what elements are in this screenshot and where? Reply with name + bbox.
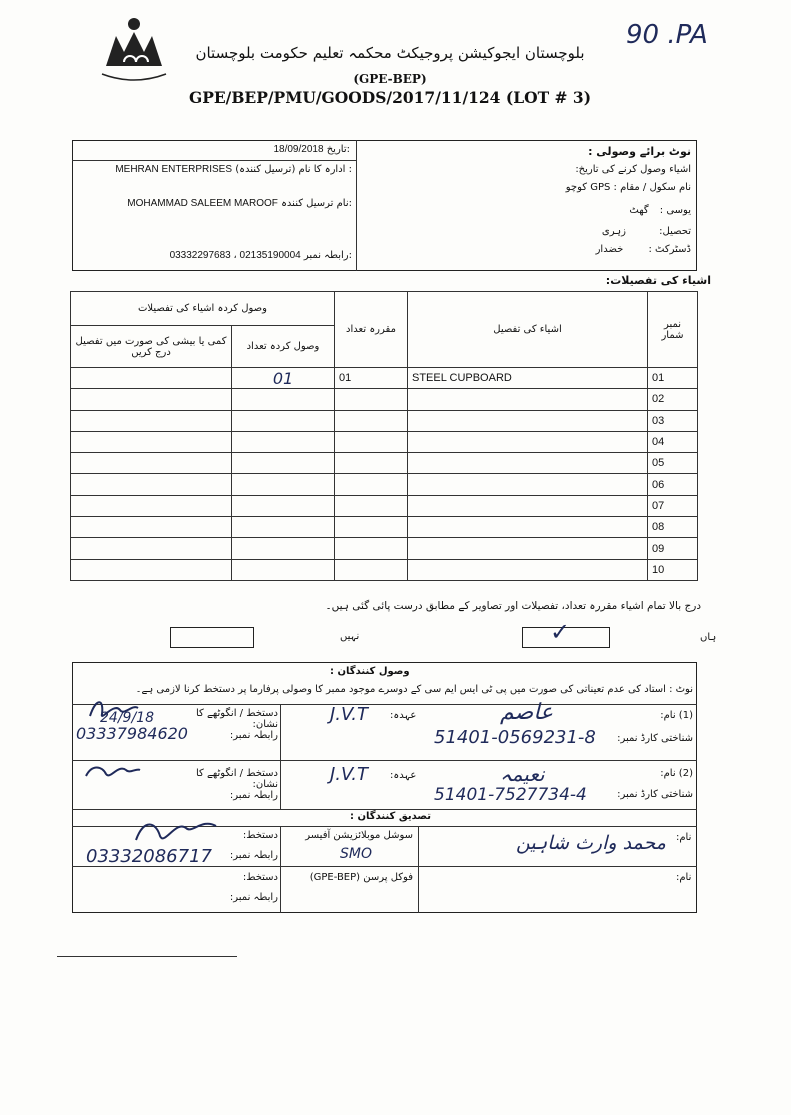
col-received-group: وصول کردہ اشیاء کی تفصیلات xyxy=(71,292,335,326)
receive-date-label: اشیاء وصول کرنے کی تاریخ: xyxy=(575,164,691,175)
table-row xyxy=(71,389,698,410)
cell-quantity xyxy=(335,453,408,474)
table-row xyxy=(71,431,698,452)
org-code: (GPE-BEP) xyxy=(353,72,427,86)
reference-number: GPE/BEP/PMU/GOODS/2017/11/124 (LOT # 3) xyxy=(188,88,592,107)
cell-description xyxy=(408,410,648,431)
sender-value: MOHAMMAD SALEEM MAROOF xyxy=(127,198,278,209)
district-value: خضدار xyxy=(595,244,624,255)
cell-received: 01 xyxy=(232,368,335,389)
p2-sign-label: دستخط / انگوٹھے کا نشان: xyxy=(195,768,278,790)
footnote-rule xyxy=(57,956,237,957)
cell-description xyxy=(408,453,648,474)
p1-sign-label: دستخط / انگوٹھے کا نشان: xyxy=(195,708,278,730)
cell-received xyxy=(232,538,335,559)
school-value: GPS کوچو xyxy=(565,182,611,193)
receivers-title: وصول کنندگان : xyxy=(330,666,410,677)
items-table xyxy=(70,291,698,581)
cell-description xyxy=(408,389,648,410)
cell-received xyxy=(232,410,335,431)
cell-description xyxy=(408,538,648,559)
p2-role-label: عہدہ: xyxy=(390,770,417,781)
cell-received xyxy=(232,389,335,410)
urdu-title: بلوچستان ایجوکیشن پروجیکٹ محکمہ تعلیم حکومت بلوچستان xyxy=(195,44,585,62)
v1-name-value: محمد وارث شاہین xyxy=(515,832,666,854)
cell-quantity xyxy=(335,517,408,538)
cell-serial: 08 xyxy=(648,517,698,538)
cell-description xyxy=(408,559,648,580)
cell-description: STEEL CUPBOARD xyxy=(408,368,648,389)
yes-checkmark: ✓ xyxy=(550,618,571,646)
cell-remarks xyxy=(71,453,232,474)
cell-quantity xyxy=(335,410,408,431)
cell-received xyxy=(232,517,335,538)
v2-role: فوکل پرسن (GPE-BEP) xyxy=(309,872,413,883)
cell-received xyxy=(232,495,335,516)
cell-quantity: 01 xyxy=(335,368,408,389)
cell-remarks xyxy=(71,389,232,410)
sender-row xyxy=(76,198,352,209)
p1-name-value: عاصم xyxy=(500,700,554,725)
table-row xyxy=(71,453,698,474)
cell-remarks xyxy=(71,517,232,538)
receivers-note: نوٹ : استاد کی عدم تعیناتی کی صورت میں پی ٹی ایس ایم سی کے دوسرے موجود ممبر کا وصولی پرفارما پر دستخط کرنا لازمی ہے۔ xyxy=(135,684,693,695)
p1-contact-label: رابطہ نمبر: xyxy=(229,730,278,741)
date-label: تاریخ: xyxy=(326,144,350,155)
table-row xyxy=(71,538,698,559)
cell-received xyxy=(232,453,335,474)
school-label: نام سکول / مقام : xyxy=(613,182,691,193)
school-row xyxy=(566,182,691,193)
org-value: MEHRAN ENTERPRISES xyxy=(115,164,233,175)
cell-serial: 09 xyxy=(648,538,698,559)
p2-cnic-label: شناختی کارڈ نمبر: xyxy=(617,789,693,800)
sender-label: نام ترسیل کنندہ: xyxy=(281,198,352,209)
contact-row xyxy=(76,250,352,261)
p2-role-value: J.V.T xyxy=(330,764,368,785)
receipt-title: نوٹ برائے وصولی : xyxy=(588,145,691,158)
cell-remarks xyxy=(71,474,232,495)
table-row xyxy=(71,517,698,538)
table-row xyxy=(71,495,698,516)
cell-remarks xyxy=(71,368,232,389)
cell-serial: 02 xyxy=(648,389,698,410)
date-row xyxy=(200,144,350,155)
v1-name-label: نام: xyxy=(676,832,692,843)
tehsil-label: تحصیل: xyxy=(659,226,691,237)
uc-value: گھٹ xyxy=(629,205,649,216)
no-label: نہیں xyxy=(340,631,360,642)
cell-remarks xyxy=(71,431,232,452)
contact-label: رابطہ نمبر: xyxy=(303,250,352,261)
v2-sign-label: دستخط: xyxy=(242,872,278,883)
cell-received xyxy=(232,431,335,452)
col-received-qty: وصول کردہ تعداد xyxy=(232,326,335,368)
uc-row xyxy=(629,205,691,216)
p1-cnic-label: شناختی کارڈ نمبر: xyxy=(617,733,693,744)
table-row xyxy=(71,559,698,580)
confirmation-statement: درج بالا تمام اشیاء مقررہ تعداد، تفصیلات اور تصاویر کے مطابق درست پائی گئی ہیں۔ xyxy=(325,600,701,612)
v1-contact-value: 03332086717 xyxy=(86,846,212,867)
cell-quantity xyxy=(335,559,408,580)
district-row xyxy=(596,244,691,255)
cell-description xyxy=(408,517,648,538)
cell-serial: 01 xyxy=(648,368,698,389)
cell-description xyxy=(408,431,648,452)
org-row xyxy=(76,164,352,175)
district-label: ڈسٹرکٹ : xyxy=(648,244,691,255)
cell-remarks xyxy=(71,559,232,580)
logo xyxy=(94,14,174,86)
v2-name-label: نام: xyxy=(676,872,692,883)
cell-received xyxy=(232,474,335,495)
cell-serial: 05 xyxy=(648,453,698,474)
verifiers-title: تصدیق کنندگان : xyxy=(350,811,431,822)
cell-remarks xyxy=(71,538,232,559)
cell-serial: 04 xyxy=(648,431,698,452)
cell-quantity xyxy=(335,495,408,516)
table-row xyxy=(71,474,698,495)
cell-serial: 03 xyxy=(648,410,698,431)
p1-sign-date: 24/9/18 xyxy=(100,710,154,726)
p1-role-label: عہدہ: xyxy=(390,710,417,721)
cell-description xyxy=(408,495,648,516)
v1-contact-label: رابطہ نمبر: xyxy=(229,850,278,861)
uc-label: یوسی : xyxy=(659,205,691,216)
v1-role-hand: SMO xyxy=(340,846,372,862)
contact-value: 03332297683 ، 02135190004 xyxy=(169,250,301,261)
p1-contact-value: 03337984620 xyxy=(76,724,188,743)
cell-quantity xyxy=(335,389,408,410)
table-row xyxy=(71,368,698,389)
org-label: ادارہ کا نام (ترسیل کنندہ) : xyxy=(235,164,352,175)
col-shortfall: کمی یا بیشی کی صورت میں تفصیل درج کریں xyxy=(71,326,232,368)
yes-label: ہاں xyxy=(700,632,717,643)
no-checkbox[interactable] xyxy=(170,627,254,648)
p1-role-value: J.V.T xyxy=(330,704,368,725)
v2-contact-label: رابطہ نمبر: xyxy=(229,892,278,903)
items-title: اشیاء کی تفصیلات: xyxy=(605,274,711,287)
cell-serial: 06 xyxy=(648,474,698,495)
cell-remarks xyxy=(71,410,232,431)
p2-name-value: نعیمہ xyxy=(500,762,545,786)
p2-contact-label: رابطہ نمبر: xyxy=(229,790,278,801)
p2-signature xyxy=(82,760,142,782)
date-value: 18/09/2018 xyxy=(273,144,324,155)
v1-role: سوشل موبلائزیشن آفیسر xyxy=(305,830,413,841)
table-row xyxy=(71,410,698,431)
cell-received xyxy=(232,559,335,580)
cell-serial: 10 xyxy=(648,559,698,580)
col-serial: نمبر شمار xyxy=(648,292,698,368)
tehsil-row xyxy=(602,226,691,237)
cell-description xyxy=(408,474,648,495)
cell-serial: 07 xyxy=(648,495,698,516)
p2-cnic-value: 51401-7527734-4 xyxy=(434,785,587,805)
v1-sign-label: دستخط: xyxy=(242,830,278,841)
tehsil-value: زہری xyxy=(601,226,626,237)
p2-name-label: (2) نام: xyxy=(660,768,693,779)
cell-quantity xyxy=(335,538,408,559)
cell-remarks xyxy=(71,495,232,516)
col-description: اشیاء کی تفصیل xyxy=(408,292,648,368)
p1-name-label: (1) نام: xyxy=(660,710,693,721)
cell-quantity xyxy=(335,431,408,452)
col-quantity: مقررہ تعداد xyxy=(335,292,408,368)
handwritten-corner-note: 90 .PA xyxy=(626,20,708,50)
p1-cnic-value: 51401-0569231-8 xyxy=(434,727,596,748)
cell-quantity xyxy=(335,474,408,495)
